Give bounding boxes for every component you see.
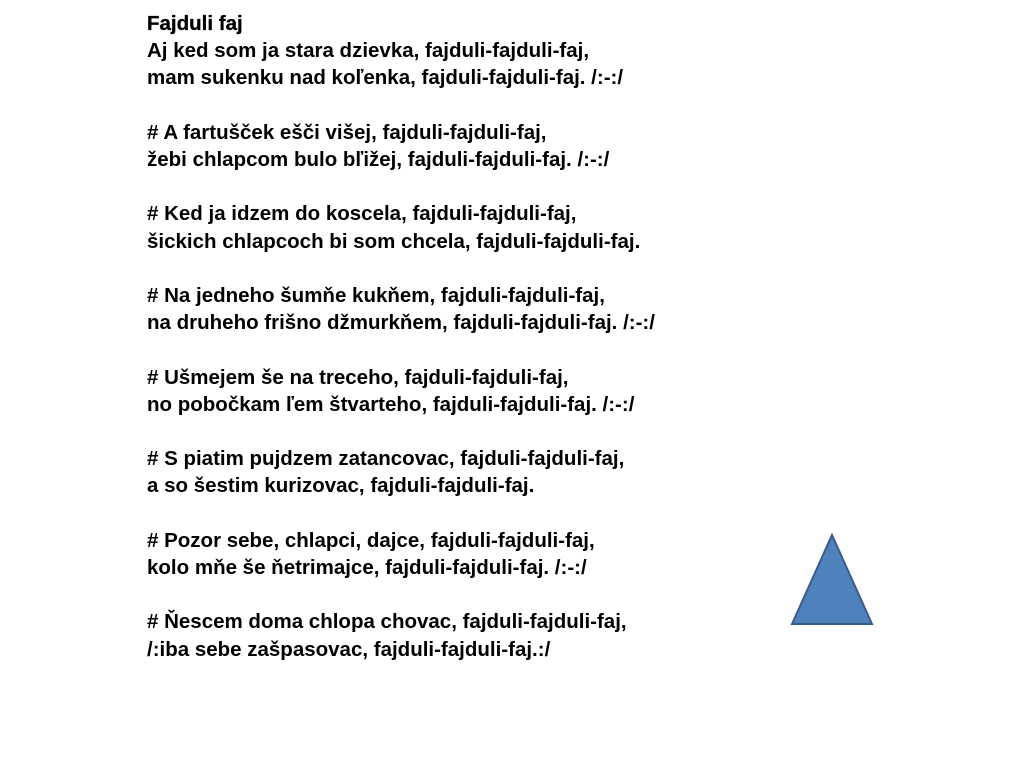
- lyric-line: no pobočkam ľem štvarteho, fajduli-fajduli-faj. /:-:/: [147, 392, 635, 416]
- lyric-line: # Ňescem doma chlopa chovac, fajduli-fajduli-faj,: [147, 610, 627, 634]
- lyric-line: /:iba sebe zašpasovac, fajduli-fajduli-faj.:/: [147, 637, 551, 661]
- lyric-line: # Na jedneho šumňe kukňem, fajduli-fajduli-faj,: [147, 283, 605, 307]
- lyric-line: # S piatim pujdzem zatancovac, fajduli-fajduli-faj,: [147, 447, 625, 471]
- lyric-line: # Ked ja idzem do koscela, fajduli-fajduli-faj,: [147, 202, 577, 226]
- stanza-5: [147, 364, 807, 418]
- lyric-line: kolo mňe še ňetrimajce, fajduli-fajduli-faj. /:-:/: [147, 555, 587, 579]
- lyric-line: # A fartušček ešči višej, fajduli-fajduli-faj,: [147, 120, 547, 144]
- stanza-8: [147, 608, 807, 662]
- lyric-line: Aj ked som ja stara dzievka, fajduli-fajduli-faj,: [147, 39, 590, 63]
- triangle-shape-icon: [790, 533, 874, 627]
- lyric-line: # Pozor sebe, chlapci, dajce, fajduli-fajduli-faj,: [147, 528, 595, 552]
- triangle-shape: [792, 535, 872, 624]
- stanza-4: [147, 282, 807, 336]
- lyric-line: šickich chlapcoch bi som chcela, fajduli-fajduli-faj.: [147, 229, 641, 253]
- stanza-7: [147, 527, 807, 581]
- lyric-line: mam sukenku nad koľenka, fajduli-fajduli-faj. /:-:/: [147, 66, 624, 90]
- stanza-3: [147, 200, 807, 254]
- lyric-line: # Ušmejem še na treceho, fajduli-fajduli-faj,: [147, 365, 569, 389]
- lyric-line: a so šestim kurizovac, fajduli-fajduli-faj.: [147, 474, 535, 498]
- lyrics-text: [147, 10, 807, 663]
- stanza-1: [147, 37, 807, 91]
- song-title: Fajduli faj: [147, 12, 243, 35]
- lyric-line: žebi chlapcom bulo bľižej, fajduli-fajduli-faj. /:-:/: [147, 148, 610, 171]
- lyric-line: na druheho frišno džmurkňem, fajduli-fajduli-faj. /:-:/: [147, 311, 655, 335]
- stanza-2: [147, 119, 807, 173]
- stanza-6: [147, 445, 807, 499]
